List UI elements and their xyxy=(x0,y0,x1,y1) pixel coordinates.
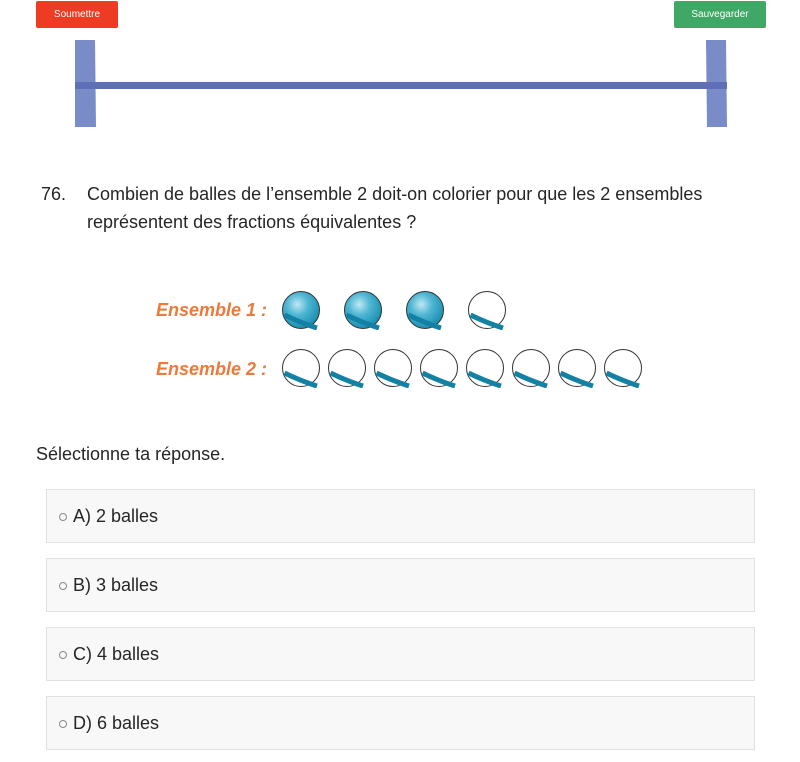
answer-prompt: Sélectionne ta réponse. xyxy=(36,444,226,464)
ball-icon xyxy=(281,348,321,388)
submit-button[interactable]: Soumettre xyxy=(36,1,118,28)
radio-icon[interactable] xyxy=(59,582,67,590)
ball-icon xyxy=(405,290,445,330)
option-a[interactable] xyxy=(46,489,755,543)
radio-icon[interactable] xyxy=(59,513,67,521)
option-b[interactable] xyxy=(46,558,755,612)
question-text: Combien de balles de l’ensemble 2 doit-on colorier pour que les 2 ensembles représentent des fractions équivalentes ? xyxy=(87,184,703,232)
ball-icon xyxy=(419,348,459,388)
ball-icon xyxy=(603,348,643,388)
option-a-label: A) 2 balles xyxy=(73,506,159,526)
option-d-label: D) 6 balles xyxy=(73,713,160,733)
ball-icon xyxy=(465,348,505,388)
ball-icon xyxy=(557,348,597,388)
save-button[interactable]: Sauvegarder xyxy=(674,1,766,28)
option-c-label: C) 4 balles xyxy=(73,644,160,664)
option-c[interactable] xyxy=(46,627,755,681)
balance-beam xyxy=(75,82,727,89)
option-b-label: B) 3 balles xyxy=(73,575,159,595)
option-d[interactable] xyxy=(46,696,755,750)
radio-icon[interactable] xyxy=(59,720,67,728)
ball-icon xyxy=(373,348,413,388)
ball-icon xyxy=(327,348,367,388)
balance-graphic xyxy=(0,36,800,131)
ball-icon xyxy=(343,290,383,330)
question-number: 76. xyxy=(41,184,67,204)
set-2-label: Ensemble 2 : xyxy=(156,359,268,379)
ball-icon xyxy=(511,348,551,388)
set-1-label: Ensemble 1 : xyxy=(156,300,268,320)
ball-icon xyxy=(281,290,321,330)
radio-icon[interactable] xyxy=(59,651,67,659)
ball-icon xyxy=(467,290,507,330)
